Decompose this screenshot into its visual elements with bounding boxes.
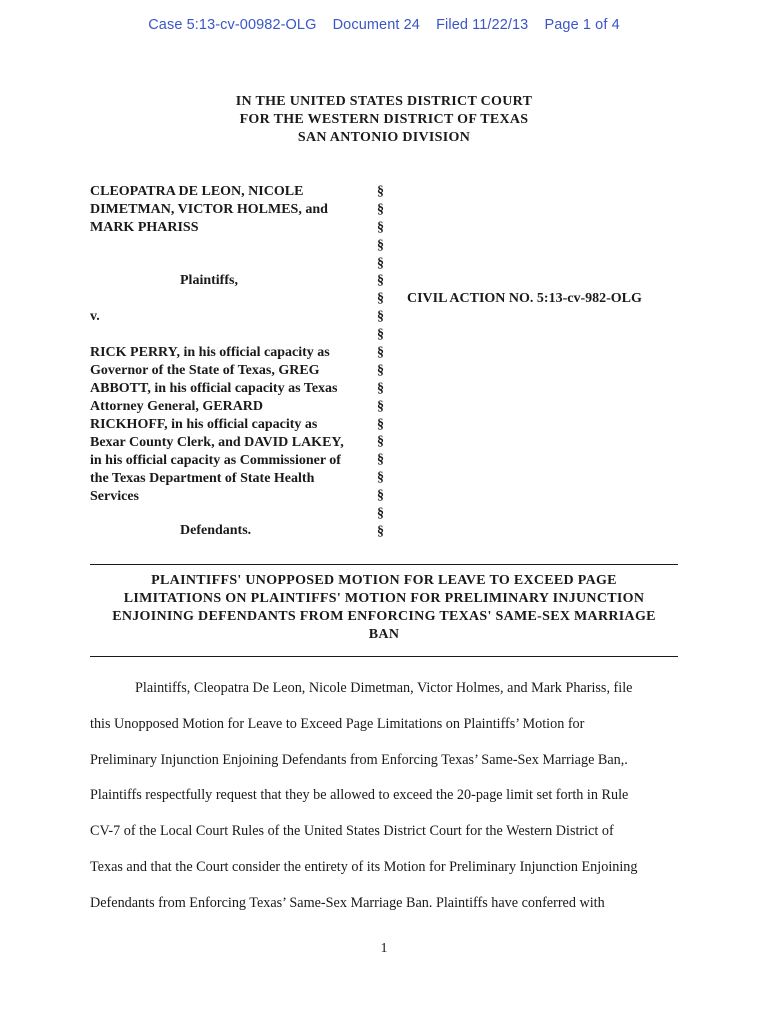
motion-title-line-1: PLAINTIFFS' UNOPPOSED MOTION FOR LEAVE TO EXCEED PAGE bbox=[151, 573, 617, 588]
civil-action-number: CIVIL ACTION NO. 5:13-cv-982-OLG bbox=[407, 291, 642, 306]
defendants-names: RICK PERRY, in his official capacity as Governor of the State of Texas, GREG ABBOTT, in his official capacity as Texas Attorney General, GERARD RICKHOFF, in his official capacity as Bexar County Clerk, and DAVID LAKEY, in his official capacity as Commissioner of the Texas Department of State Health Services bbox=[90, 345, 344, 504]
section-symbol: § bbox=[377, 184, 384, 199]
plaintiffs-label: Plaintiffs, bbox=[180, 273, 238, 288]
title-rule-top bbox=[90, 564, 678, 565]
section-symbol: § bbox=[377, 309, 384, 325]
page-indicator: Page 1 of 4 bbox=[544, 17, 620, 33]
section-symbol: § bbox=[377, 523, 384, 539]
court-line-2: FOR THE WESTERN DISTRICT OF TEXAS bbox=[239, 112, 529, 127]
section-symbol: § bbox=[377, 452, 384, 468]
court-heading bbox=[0, 93, 768, 147]
motion-title-line-2: LIMITATIONS ON PLAINTIFFS' MOTION FOR PRELIMINARY INJUNCTION bbox=[123, 591, 645, 606]
section-symbol: § bbox=[377, 345, 384, 361]
motion-title-line-4: BAN bbox=[368, 627, 400, 642]
case-caption bbox=[90, 183, 690, 543]
court-line-3: SAN ANTONIO DIVISION bbox=[297, 130, 471, 145]
motion-title-line-3: ENJOINING DEFENDANTS FROM ENFORCING TEXAS' SAME-SEX MARRIAGE bbox=[112, 609, 656, 624]
body-line: Plaintiffs respectfully request that they be allowed to exceed the 20-page limit set forth in Rule bbox=[90, 787, 629, 804]
versus-label: v. bbox=[90, 309, 100, 324]
body-line: CV-7 of the Local Court Rules of the United States District Court for the Western District of bbox=[90, 823, 614, 840]
section-symbol: § bbox=[377, 362, 384, 378]
section-symbol: § bbox=[377, 291, 384, 307]
plaintiffs-names: CLEOPATRA DE LEON, NICOLE DIMETMAN, VICTOR HOLMES, and MARK PHARISS bbox=[90, 184, 328, 235]
ecf-filing-header bbox=[0, 17, 768, 33]
section-symbol: § bbox=[377, 434, 384, 450]
section-symbol: § bbox=[377, 327, 384, 343]
body-line: Preliminary Injunction Enjoining Defendants from Enforcing Texas’ Same-Sex Marriage Ban,. bbox=[90, 751, 628, 768]
section-symbol: § bbox=[377, 380, 384, 396]
body-line: Plaintiffs, Cleopatra De Leon, Nicole Dimetman, Victor Holmes, and Mark Phariss, file bbox=[135, 680, 633, 696]
caption-parties bbox=[90, 183, 370, 538]
page-number: 1 bbox=[380, 941, 388, 956]
section-symbol-column bbox=[377, 183, 391, 541]
motion-title bbox=[90, 572, 678, 644]
section-symbol: § bbox=[377, 201, 384, 217]
section-symbol: § bbox=[377, 488, 384, 504]
section-symbol: § bbox=[377, 416, 384, 432]
section-symbol: § bbox=[377, 255, 384, 271]
section-symbol: § bbox=[377, 219, 384, 235]
section-symbol: § bbox=[377, 470, 384, 486]
body-line: this Unopposed Motion for Leave to Exceed Page Limitations on Plaintiffs’ Motion for bbox=[90, 715, 585, 732]
court-line-1: IN THE UNITED STATES DISTRICT COURT bbox=[235, 94, 533, 109]
case-number: Case 5:13-cv-00982-OLG bbox=[148, 17, 317, 33]
filed-date: Filed 11/22/13 bbox=[436, 17, 529, 33]
section-symbol: § bbox=[377, 506, 384, 522]
section-symbol: § bbox=[377, 398, 384, 414]
document-number: Document 24 bbox=[332, 17, 420, 33]
body-line: Defendants from Enforcing Texas’ Same-Sex Marriage Ban. Plaintiffs have conferred with bbox=[90, 894, 605, 911]
section-symbol: § bbox=[377, 237, 384, 253]
title-rule-bottom bbox=[90, 656, 678, 657]
section-symbol: § bbox=[377, 273, 384, 289]
body-paragraph bbox=[90, 671, 680, 922]
body-line: Texas and that the Court consider the entirety of its Motion for Preliminary Injunction Enjoining bbox=[90, 858, 638, 875]
defendants-label: Defendants. bbox=[180, 523, 252, 538]
